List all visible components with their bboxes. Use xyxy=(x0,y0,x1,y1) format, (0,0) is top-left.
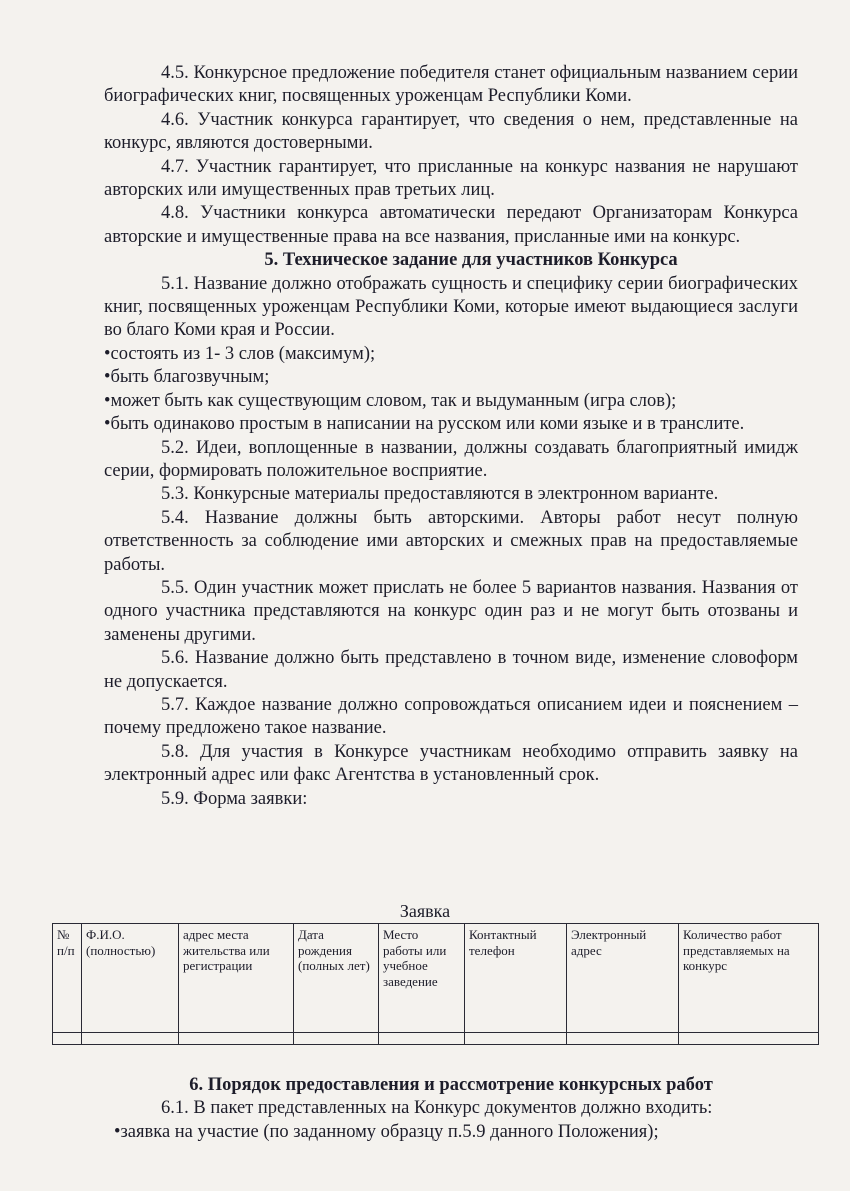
table-cell xyxy=(179,1033,294,1045)
table-cell xyxy=(53,1033,82,1045)
form-caption: Заявка xyxy=(399,901,451,921)
table-cell xyxy=(294,1033,379,1045)
section-6-heading: 6. Порядок предоставления и рассмотрение конкурсных работ xyxy=(189,1075,713,1095)
clause-6-1: 6.1. В пакет представленных на Конкурс документов должно входить: xyxy=(161,1098,713,1119)
clause-5-2: 5.2. Идеи, воплощенные в названии, должны создавать благоприятный имидж серии, формировать положительное восприятие. xyxy=(104,437,798,481)
application-form-table xyxy=(52,923,819,1045)
column-header: адрес места жительства или регистрации xyxy=(179,924,294,1033)
clause-5-4: 5.4. Название должны быть авторскими. Авторы работ несут полную ответственность за соблюдение ими авторских и смежных прав на предоставляемые работы. xyxy=(104,507,798,575)
table-cell xyxy=(679,1033,819,1045)
column-header: Электронный адрес xyxy=(567,924,679,1033)
clause-5-6: 5.6. Название должно быть представлено в точном виде, изменение словоформ не допускается. xyxy=(104,648,798,692)
column-header: Место работы или учебное заведение xyxy=(379,924,465,1033)
column-header: Дата рождения (полных лет) xyxy=(294,924,379,1033)
table-cell xyxy=(567,1033,679,1045)
column-header: Количество работ представляемых на конкурс xyxy=(679,924,819,1033)
clause-4-5: 4.5. Конкурсное предложение победителя станет официальным названием серии биографических книг, посвященных уроженцам Республики Коми. xyxy=(104,63,798,107)
section-6-block xyxy=(104,1074,798,1144)
bullet-item: •состоять из 1- 3 слов (максимум); xyxy=(104,343,376,364)
table-cell xyxy=(465,1033,567,1045)
bullet-item: •может быть как существующим словом, так и выдуманным (игра слов); xyxy=(104,390,677,411)
bullet-item: •заявка на участие (по заданному образцу п.5.9 данного Положения); xyxy=(114,1121,659,1142)
table-row xyxy=(53,1033,819,1045)
section-5-heading: 5. Техническое задание для участников Конкурса xyxy=(264,250,678,271)
table-header-row xyxy=(53,924,819,1033)
clause-5-8: 5.8. Для участия в Конкурсе участникам необходимо отправить заявку на электронный адрес или факс Агентства в установленный срок. xyxy=(104,741,798,786)
column-header: Ф.И.О. (полностью) xyxy=(82,924,179,1033)
clause-5-3: 5.3. Конкурсные материалы предоставляются в электронном варианте. xyxy=(161,484,719,505)
clause-4-6: 4.6. Участник конкурса гарантирует, что сведения о нем, представленные на конкурс, являются достоверными. xyxy=(104,109,798,154)
table-cell xyxy=(379,1033,465,1045)
bullet-item: •быть благозвучным; xyxy=(104,367,270,388)
column-header: Контактный телефон xyxy=(465,924,567,1033)
clause-4-8: 4.8. Участники конкурса автоматически передают Организаторам Конкурса авторские и имущественные права на все названия, присланные ими на конкурс. xyxy=(104,203,798,247)
clause-5-5: 5.5. Один участник может прислать не более 5 вариантов названия. Названия от одного участника представляются на конкурс один раз и не могут быть отозваны и заменены другими. xyxy=(104,577,798,645)
clause-5-1: 5.1. Название должно отображать сущность и специфику серии биографических книг, посвященных уроженцам Республики Коми, которые имеют выдающиеся заслуги во благо Коми края и России. xyxy=(104,273,798,341)
clause-5-9: 5.9. Форма заявки: xyxy=(161,788,308,809)
bullet-item: •быть одинаково простым в написании на русском или коми языке и в транслите. xyxy=(104,414,745,435)
column-header: № п/п xyxy=(53,924,82,1033)
clause-5-7: 5.7. Каждое название должно сопровождаться описанием идеи и пояснением – почему предложено такое название. xyxy=(104,694,798,739)
section-4-block xyxy=(104,62,798,811)
clause-4-7: 4.7. Участник гарантирует, что присланные на конкурс названия не нарушают авторских или имущественных прав третьих лиц. xyxy=(104,156,798,201)
table-cell xyxy=(82,1033,179,1045)
